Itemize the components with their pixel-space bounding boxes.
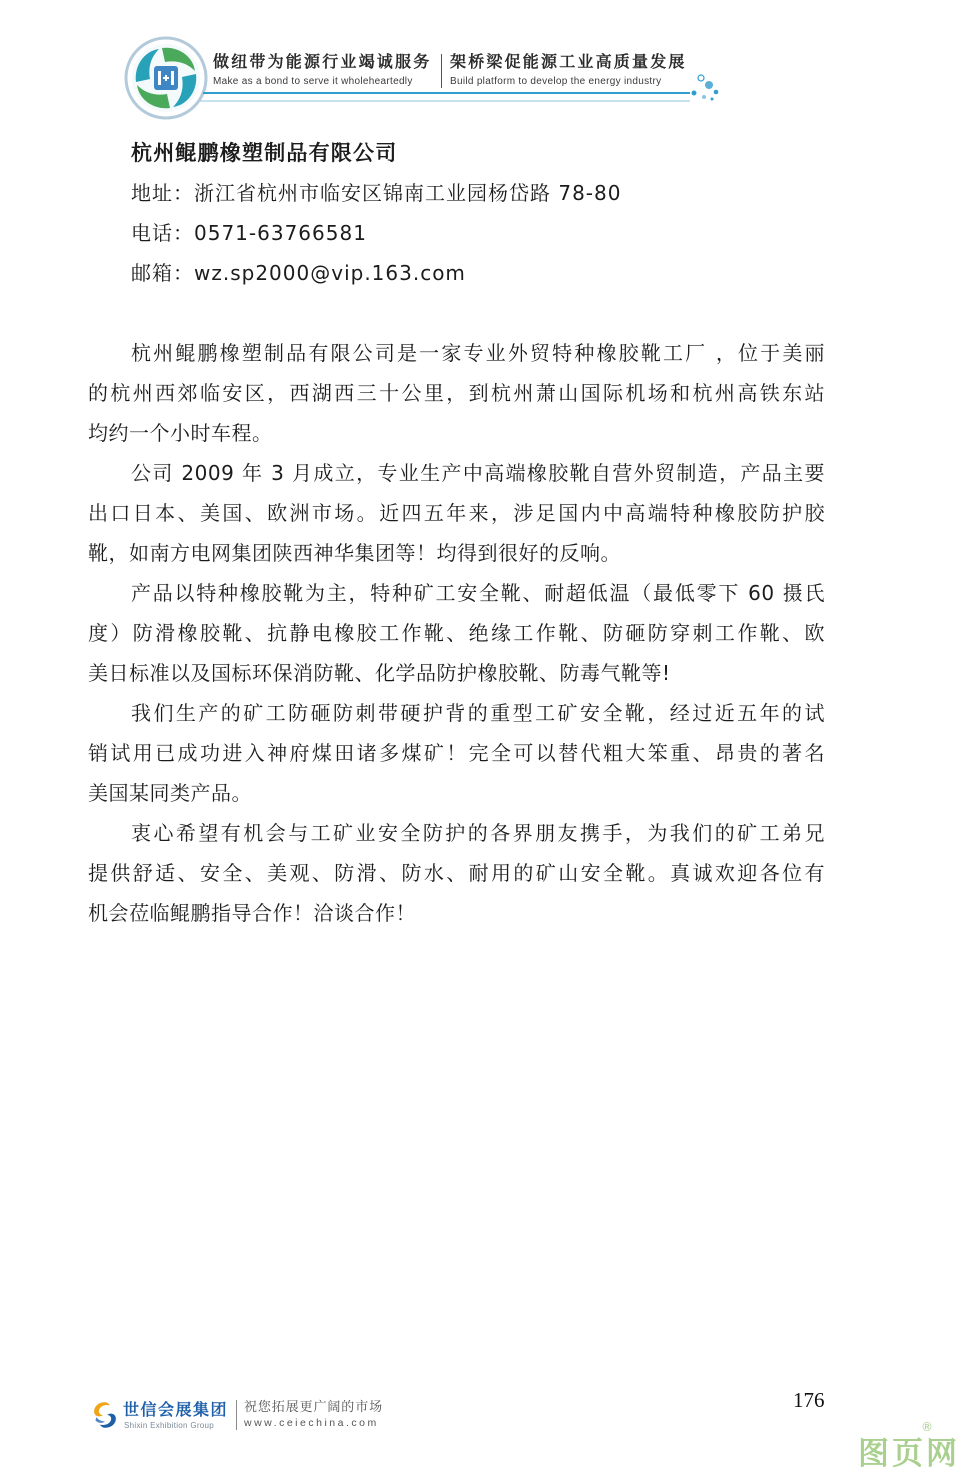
deco-dot [692,91,697,96]
paragraph-line: 美日标准以及国标环保消防靴、化学品防护橡胶靴、防毒气靴等! [88,661,671,685]
footer-website: www.ceiechina.com [244,1417,379,1429]
company-address [88,173,825,213]
phone-label: 电话： [131,221,194,245]
email-value: wz.sp2000@vip.163.com [194,261,466,285]
company-phone [88,213,825,253]
footer-brand-en: Shixin Exhibition Group [124,1421,215,1430]
paragraph [88,693,825,813]
email-label: 邮箱： [131,261,194,285]
footer-divider [236,1400,237,1430]
paragraph-line: 靴，如南方电网集团陕西神华集团等！均得到很好的反响。 [88,541,621,565]
slogan-cn-left: 做纽带为能源行业竭诚服务 [213,52,432,71]
address-label: 地址： [131,181,194,205]
company-email [88,253,825,293]
paragraph [88,453,825,573]
deco-dot [714,90,719,95]
company-name: 杭州鲲鹏橡塑制品有限公司 [131,141,398,165]
slogan-en-left: Make as a bond to serve it wholeheartedly [213,76,413,87]
slogan-en-right: Build platform to develop the energy industry [450,76,662,87]
address-value: 浙江省杭州市临安区锦南工业园杨岱路 78-80 [194,181,622,205]
company-description [88,333,825,933]
paragraph-line: 销试用已成功进入神府煤田诸多煤矿！完全可以替代粗大笨重、昂贵的著名 [88,741,825,765]
slogan-cn-right: 架桥梁促能源工业高质量发展 [450,52,687,71]
slogan-divider [441,54,442,88]
paragraph-line: 产品以特种橡胶靴为主，特种矿工安全靴、耐超低温（最低零下 60 摄氏 [131,581,825,605]
paragraph-line: 我们生产的矿工防砸防刺带硬护背的重型工矿安全靴，经过近五年的试 [131,701,825,725]
paragraph-line: 美国某同类产品。 [88,781,252,805]
phone-value: 0571-63766581 [194,221,367,245]
deco-dot [711,98,714,101]
deco-dot [698,75,704,81]
deco-dot [702,95,706,99]
paragraph-line: 度）防滑橡胶靴、抗静电橡胶工作靴、绝缘工作靴、防砸防穿刺工作靴、欧 [88,621,825,645]
paragraph-line: 衷心希望有机会与工矿业安全防护的各界朋友携手，为我们的矿工弟兄 [131,821,825,845]
paragraph-line: 提供舒适、安全、美观、防滑、防水、耐用的矿山安全靴。真诚欢迎各位有 [88,861,825,885]
paragraph [88,573,825,693]
paragraph-line: 机会莅临鲲鹏指导合作！洽谈合作！ [88,901,416,925]
paragraph-line: 杭州鲲鹏橡塑制品有限公司是一家专业外贸特种橡胶靴工厂 ，位于美丽 [131,341,825,365]
deco-dot [705,81,713,89]
watermark-text: 图页网 [858,1436,960,1472]
paragraph-line: 的杭州西郊临安区，西湖西三十公里，到杭州萧山国际机场和杭州高铁东站 [88,381,825,405]
footer-brand-cn: 世信会展集团 [123,1400,229,1419]
page-number: 176 [793,1388,825,1412]
paragraph-line: 公司 2009 年 3 月成立，专业生产中高端橡胶靴自营外贸制造，产品主要 [131,461,825,485]
watermark-registered-mark: ® [921,1420,933,1434]
paragraph-line: 均约一个小时车程。 [88,421,273,445]
document-body [88,133,825,933]
paragraph [88,813,825,933]
shixin-swirl-logo-icon [89,1399,121,1431]
paragraph [88,333,825,453]
energy-emblem-logo-icon [132,44,200,112]
footer-tagline: 祝您拓展更广阔的市场 [244,1400,384,1415]
paragraph-line: 出口日本、美国、欧洲市场。近四五年来，涉足国内中高端特种橡胶防护胶 [88,501,825,525]
